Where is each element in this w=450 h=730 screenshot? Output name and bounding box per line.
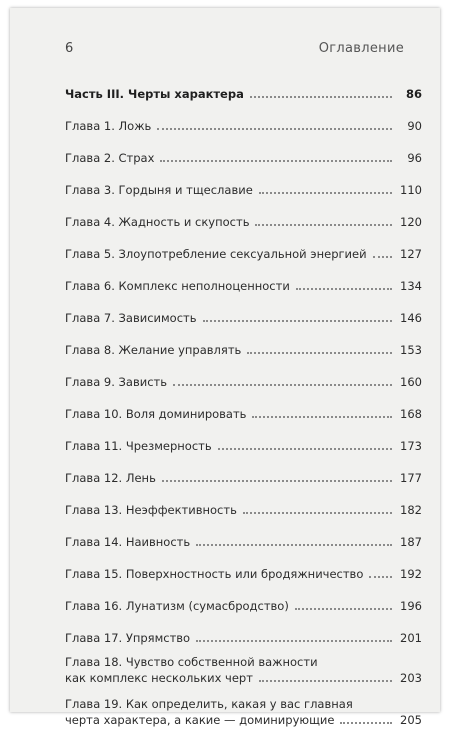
toc-entry-title: Часть III. Черты характера [65,87,244,101]
dot-leader [160,152,392,162]
toc-part-entry [65,70,422,102]
dot-leader [247,344,392,354]
toc-entry [65,422,422,454]
toc-entry [65,230,422,262]
dot-leader [173,376,392,386]
toc-entry-title-line2: черта характера, а какие — доминирующие [65,713,335,727]
dot-leader [252,408,392,418]
toc-entry-title: Глава 2. Страх [65,151,155,165]
dot-leader [243,504,392,514]
toc-page-number: 173 [400,439,422,453]
dot-leader [255,216,392,226]
table-of-contents [65,70,422,730]
toc-entry [65,390,422,422]
dot-leader [369,568,392,578]
toc-entry [65,198,422,230]
toc-page-number: 134 [400,279,422,293]
dot-leader [373,248,392,258]
toc-page-number: 203 [400,671,422,685]
dot-leader [162,472,392,482]
book-page [10,8,440,727]
toc-page-number: 187 [400,535,422,549]
toc-entry [65,486,422,518]
toc-entry [65,166,422,198]
toc-entry-title: Глава 16. Лунатизм (сумасбродство) [65,599,289,613]
toc-page-number: 205 [400,713,422,727]
toc-entry-title: Глава 6. Комплекс неполноценности [65,279,290,293]
toc-page-number: 168 [400,407,422,421]
toc-entry-title: Глава 8. Желание управлять [65,343,242,357]
dot-leader [203,312,393,322]
toc-entry [65,646,422,688]
toc-page-number: 86 [405,87,422,101]
toc-entry-title: Глава 11. Чрезмерность [65,439,212,453]
toc-entry-title: Глава 4. Жадность и скупость [65,215,250,229]
toc-page-number: 182 [400,503,422,517]
dot-leader [157,120,392,130]
dot-leader [218,440,392,450]
dot-leader [196,536,392,546]
toc-entry-title-line1: Глава 19. Как определить, какая у вас главная [65,697,353,711]
toc-entry-title: Глава 14. Наивность [65,535,191,549]
dot-leader [340,714,392,724]
toc-entry-title: Глава 17. Упрямство [65,631,191,645]
toc-entry-title: Глава 13. Неэффективность [65,503,237,517]
dot-leader [296,280,392,290]
toc-entry-title: Глава 10. Воля доминировать [65,407,247,421]
toc-entry-title: Глава 12. Лень [65,471,156,485]
toc-entry [65,454,422,486]
toc-entry-title: Глава 3. Гордыня и тщеславие [65,183,253,197]
toc-page-number: 146 [400,311,422,325]
toc-page-number: 127 [400,247,422,261]
toc-entry-title: Глава 15. Поверхностность или бродяжничество [65,567,364,581]
toc-page-number: 110 [400,183,422,197]
page-number: 6 [65,41,74,56]
toc-entry [65,582,422,614]
toc-page-number: 201 [400,631,422,645]
dot-leader [259,672,392,682]
toc-entry-title: Глава 7. Зависимость [65,311,197,325]
dot-leader [250,88,392,98]
toc-entry [65,294,422,326]
toc-entry [65,518,422,550]
toc-page-number: 120 [400,215,422,229]
toc-entry [65,134,422,166]
running-title: Оглавление [318,41,404,56]
toc-entry [65,262,422,294]
toc-entry [65,102,422,134]
toc-page-number: 90 [407,119,422,133]
toc-page-number: 96 [407,151,422,165]
toc-entry-title: Глава 1. Ложь [65,119,152,133]
toc-entry-title: Глава 9. Зависть [65,375,167,389]
toc-entry [65,688,422,730]
toc-entry [65,358,422,390]
toc-entry [65,614,422,646]
toc-entry-title: Глава 5. Злоупотребление сексуальной энергией [65,247,367,261]
toc-page-number: 160 [400,375,422,389]
toc-entry [65,550,422,582]
toc-entry-title-line2: как комплекс нескольких черт [65,671,253,685]
dot-leader [259,184,392,194]
toc-page-number: 153 [400,343,422,357]
toc-page-number: 177 [400,471,422,485]
toc-entry [65,326,422,358]
dot-leader [295,600,392,610]
toc-entry-title-line1: Глава 18. Чувство собственной важности [65,655,318,669]
dot-leader [196,632,392,642]
toc-page-number: 196 [400,599,422,613]
toc-page-number: 192 [400,567,422,581]
